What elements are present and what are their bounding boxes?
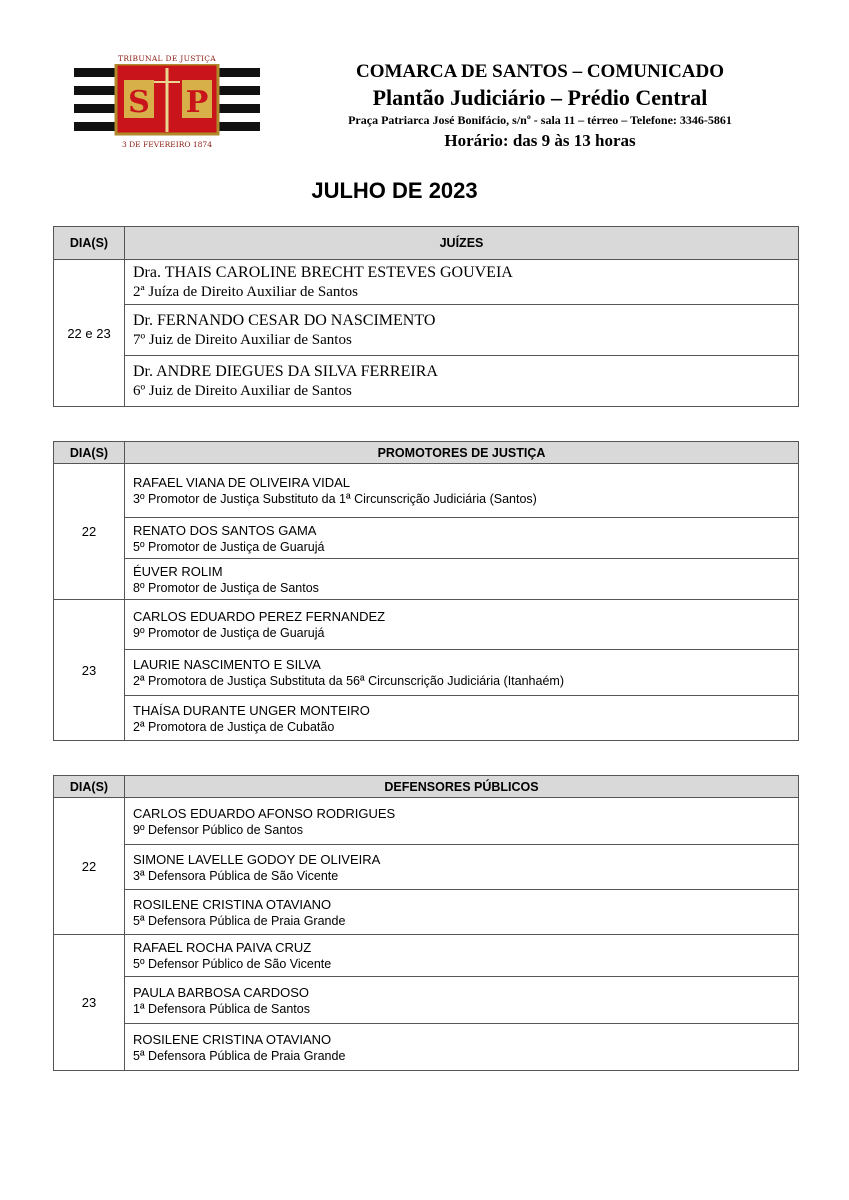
- entry-cell: [125, 1024, 799, 1071]
- person-name: CARLOS EDUARDO PEREZ FERNANDEZ: [133, 609, 386, 624]
- table-row: [54, 650, 799, 696]
- person-name: THAÍSA DURANTE UNGER MONTEIRO: [133, 702, 370, 718]
- header-address: Praça Patriarca José Bonifácio, s/nº - sala 11 – térreo – Telefone: 3346-5861: [348, 113, 732, 127]
- day-cell: 22: [54, 464, 125, 600]
- entry-cell: [125, 356, 799, 407]
- person-role: 5º Promotor de Justiça de Guarujá: [133, 539, 325, 554]
- column-header-prosecutors: PROMOTORES DE JUSTIÇA: [125, 442, 799, 464]
- table-row: [54, 600, 799, 650]
- entry-cell: [125, 845, 799, 890]
- column-header-day: DIA(S): [54, 776, 125, 798]
- logo-bottom-text: 3 DE FEVEREIRO 1874: [122, 140, 212, 149]
- entry-cell: [125, 977, 799, 1024]
- person-role: 7º Juiz de Direito Auxiliar de Santos: [133, 332, 352, 348]
- column-header-judges: JUÍZES: [125, 227, 799, 260]
- header-hours: Horário: das 9 às 13 horas: [444, 131, 636, 150]
- logo-letter-p: P: [185, 85, 209, 120]
- table-row: [54, 1024, 799, 1071]
- entry-cell: [125, 600, 799, 650]
- person-name: RENATO DOS SANTOS GAMA: [133, 522, 317, 538]
- entry-cell: [125, 305, 799, 356]
- header-subtitle: Plantão Judiciário – Prédio Central: [372, 85, 708, 110]
- table-header-row: [54, 776, 799, 798]
- table-row: [54, 890, 799, 935]
- person-name: ROSILENE CRISTINA OTAVIANO: [133, 896, 332, 912]
- table-row: [54, 356, 799, 407]
- table-row: [54, 935, 799, 977]
- entry-cell: [125, 260, 799, 305]
- person-role: 1ª Defensora Pública de Santos: [133, 1001, 310, 1016]
- defenders-table: [53, 775, 799, 1071]
- person-name: ÉUVER ROLIM: [133, 563, 223, 579]
- coat-of-arms-icon: [74, 64, 260, 140]
- person-name: LAURIE NASCIMENTO E SILVA: [133, 657, 321, 672]
- person-name: CARLOS EDUARDO AFONSO RODRIGUES: [133, 805, 396, 821]
- logo-letter-s: S: [128, 85, 150, 120]
- month-title: JULHO DE 2023: [311, 178, 478, 203]
- person-name: ROSILENE CRISTINA OTAVIANO: [133, 1031, 332, 1047]
- table-row: [54, 464, 799, 518]
- person-role: 9º Promotor de Justiça de Guarujá: [133, 626, 325, 640]
- day-cell: 22 e 23: [54, 260, 125, 407]
- person-role: 3º Promotor de Justiça Substituto da 1ª Circunscrição Judiciária (Santos): [133, 492, 537, 506]
- person-name: Dr. ANDRE DIEGUES DA SILVA FERREIRA: [133, 363, 438, 380]
- table-header-row: [54, 442, 799, 464]
- person-role: 5º Defensor Público de São Vicente: [133, 957, 332, 971]
- court-logo: [74, 52, 260, 154]
- column-header-day: DIA(S): [54, 227, 125, 260]
- logo-top-text: TRIBUNAL DE JUSTIÇA: [118, 54, 216, 63]
- entry-cell: [125, 890, 799, 935]
- header-text-block: [290, 60, 790, 153]
- person-name: Dra. THAIS CAROLINE BRECHT ESTEVES GOUVEIA: [133, 264, 513, 281]
- table-row: [54, 260, 799, 305]
- entry-cell: [125, 798, 799, 845]
- person-role: 8º Promotor de Justiça de Santos: [133, 580, 319, 595]
- entry-cell: [125, 464, 799, 518]
- entry-cell: [125, 935, 799, 977]
- person-role: 2ª Promotora de Justiça de Cubatão: [133, 719, 335, 734]
- person-role: 5ª Defensora Pública de Praia Grande: [133, 1048, 346, 1063]
- day-cell: 23: [54, 935, 125, 1071]
- person-name: Dr. FERNANDO CESAR DO NASCIMENTO: [133, 312, 436, 329]
- person-role: 5ª Defensora Pública de Praia Grande: [133, 913, 346, 928]
- column-header-defenders: DEFENSORES PÚBLICOS: [125, 776, 799, 798]
- document-header: [0, 0, 849, 170]
- day-cell: 23: [54, 600, 125, 741]
- table-row: [54, 977, 799, 1024]
- person-name: PAULA BARBOSA CARDOSO: [133, 984, 310, 1000]
- table-row: [54, 696, 799, 741]
- table-row: [54, 845, 799, 890]
- person-role: 9º Defensor Público de Santos: [133, 822, 303, 837]
- table-row: [54, 559, 799, 600]
- person-role: 2ª Juíza de Direito Auxiliar de Santos: [133, 284, 358, 300]
- entry-cell: [125, 696, 799, 741]
- person-role: 3ª Defensora Pública de São Vicente: [133, 868, 339, 883]
- person-role: 6º Juiz de Direito Auxiliar de Santos: [133, 383, 352, 399]
- entry-cell: [125, 650, 799, 696]
- entry-cell: [125, 518, 799, 559]
- judges-table: [53, 226, 799, 407]
- table-header-row: [54, 227, 799, 260]
- person-role: 2ª Promotora de Justiça Substituta da 56ª Circunscrição Judiciária (Itanhaém): [133, 674, 564, 688]
- person-name: RAFAEL ROCHA PAIVA CRUZ: [133, 940, 312, 955]
- person-name: SIMONE LAVELLE GODOY DE OLIVEIRA: [133, 851, 381, 867]
- column-header-day: DIA(S): [54, 442, 125, 464]
- prosecutors-table: [53, 441, 799, 741]
- table-row: [54, 798, 799, 845]
- person-name: RAFAEL VIANA DE OLIVEIRA VIDAL: [133, 475, 350, 490]
- table-row: [54, 518, 799, 559]
- entry-cell: [125, 559, 799, 600]
- table-row: [54, 305, 799, 356]
- header-title: COMARCA DE SANTOS – COMUNICADO: [355, 61, 725, 82]
- day-cell: 22: [54, 798, 125, 935]
